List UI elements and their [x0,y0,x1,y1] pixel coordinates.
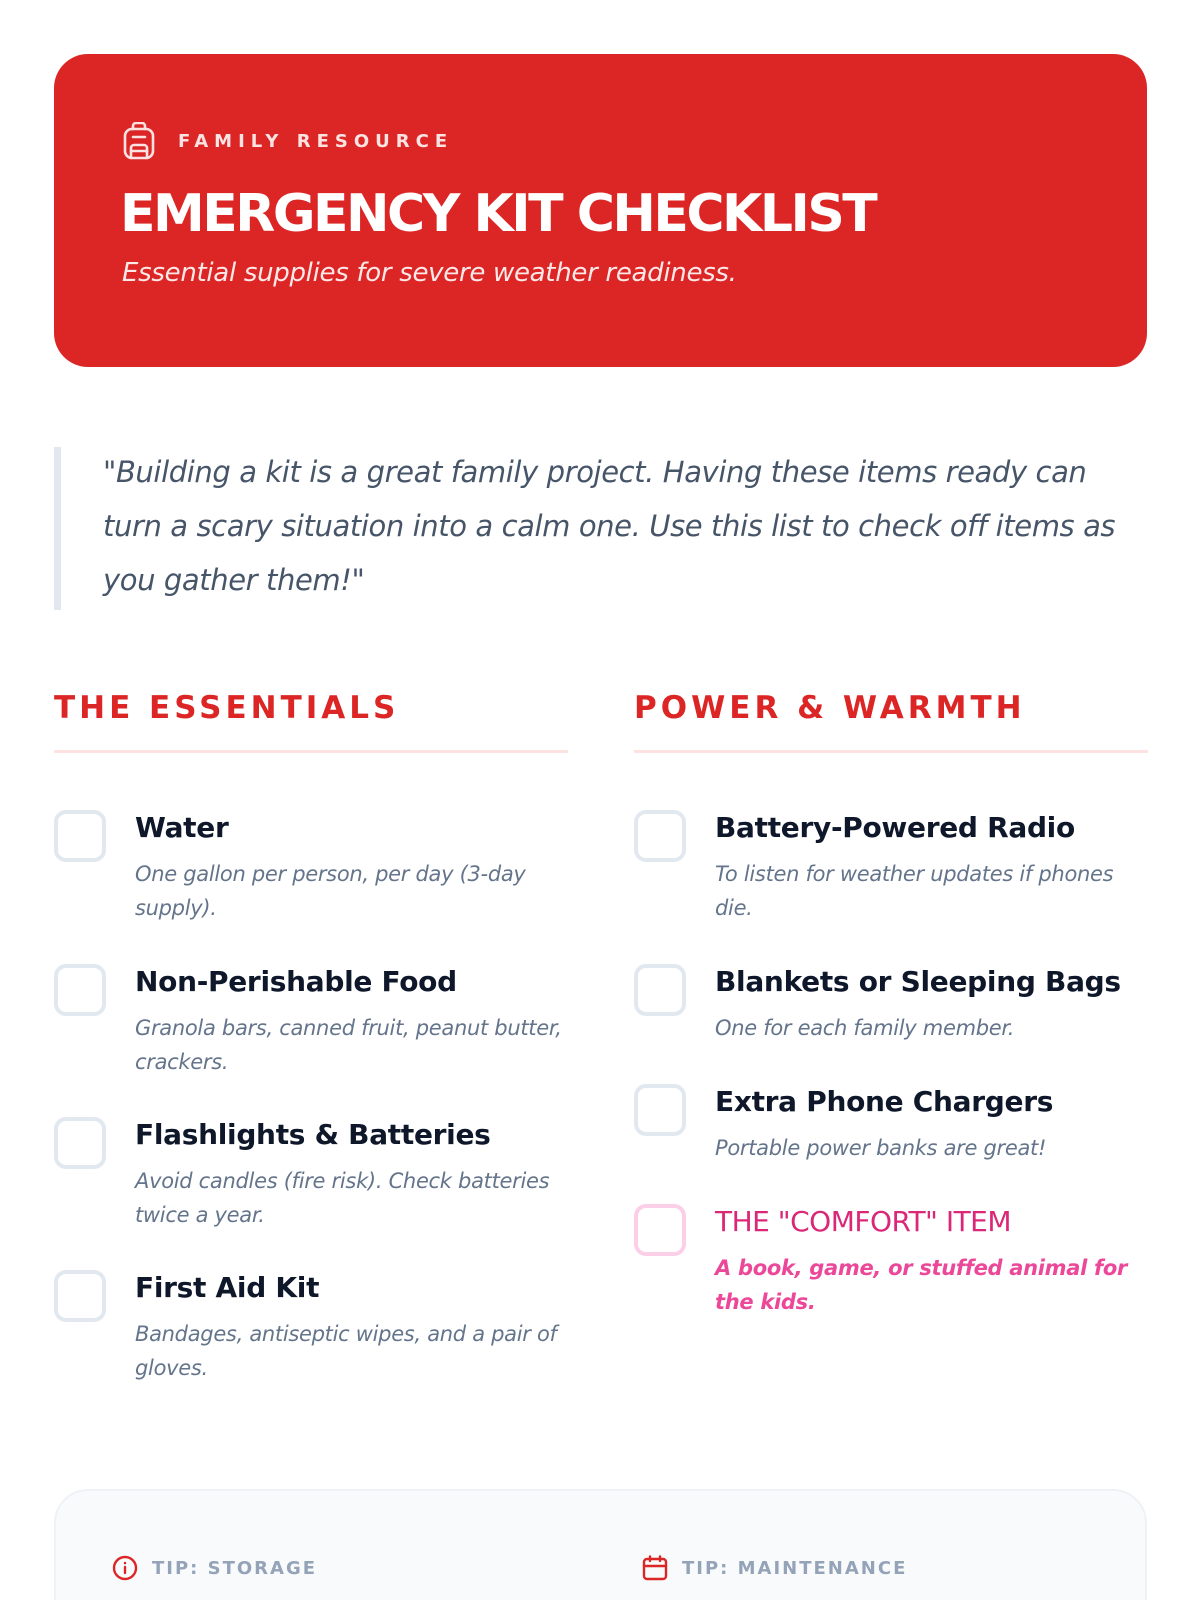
item-title: Extra Phone Chargers [715,1085,1054,1118]
item-description: A book, game, or stuffed animal for the kids. [715,1256,1128,1314]
checkbox[interactable] [54,810,106,862]
eyebrow-label: FAMILY RESOURCE [178,130,454,152]
header-banner [54,54,1147,367]
checkbox[interactable] [54,964,106,1016]
item-title: First Aid Kit [135,1271,320,1304]
item-description: Portable power banks are great! [715,1136,1047,1160]
item-description: Granola bars, canned fruit, peanut butter, crackers. [135,1016,562,1074]
tip-storage [112,1555,317,1581]
checkbox[interactable] [634,1084,686,1136]
backpack-icon [122,122,156,160]
checkbox[interactable] [634,1204,686,1256]
item-title: Non-Perishable Food [135,965,457,998]
tip-maintenance [642,1555,907,1581]
tips-panel [54,1489,1147,1600]
item-title: THE "COMFORT" ITEM [715,1205,1012,1238]
checkbox[interactable] [634,964,686,1016]
tip-label: TIP: STORAGE [152,1557,318,1579]
intro-quote [54,447,1147,610]
item-description: One for each family member. [715,1016,1015,1040]
section-title: THE ESSENTIALS [54,690,568,753]
item-title: Battery-Powered Radio [715,811,1075,844]
item-title: Blankets or Sleeping Bags [715,965,1121,998]
page-title: EMERGENCY KIT CHECKLIST [120,184,876,244]
section-power-warmth [634,690,1148,1314]
checkbox[interactable] [54,1117,106,1169]
item-title: Water [135,811,229,844]
info-icon [112,1555,138,1581]
section-essentials [54,690,568,1380]
checkbox[interactable] [54,1270,106,1322]
item-description: Bandages, antiseptic wipes, and a pair of gloves. [135,1322,557,1380]
item-description: Avoid candles (fire risk). Check batteries twice a year. [135,1169,550,1227]
tip-label: TIP: MAINTENANCE [682,1557,908,1579]
item-description: To listen for weather updates if phones die. [715,862,1114,920]
checkbox[interactable] [634,810,686,862]
eyebrow [122,122,453,160]
page-subtitle: Essential supplies for severe weather readiness. [122,258,737,288]
section-title: POWER & WARMTH [634,690,1148,753]
intro-quote-text: "Building a kit is a great family project. Having these items ready can turn a scary situation into a calm one. Use this list to check off items as you gather them!" [103,455,1116,597]
item-description: One gallon per person, per day (3-day supply). [135,862,526,920]
calendar-icon [642,1555,668,1581]
item-title: Flashlights & Batteries [135,1118,491,1151]
